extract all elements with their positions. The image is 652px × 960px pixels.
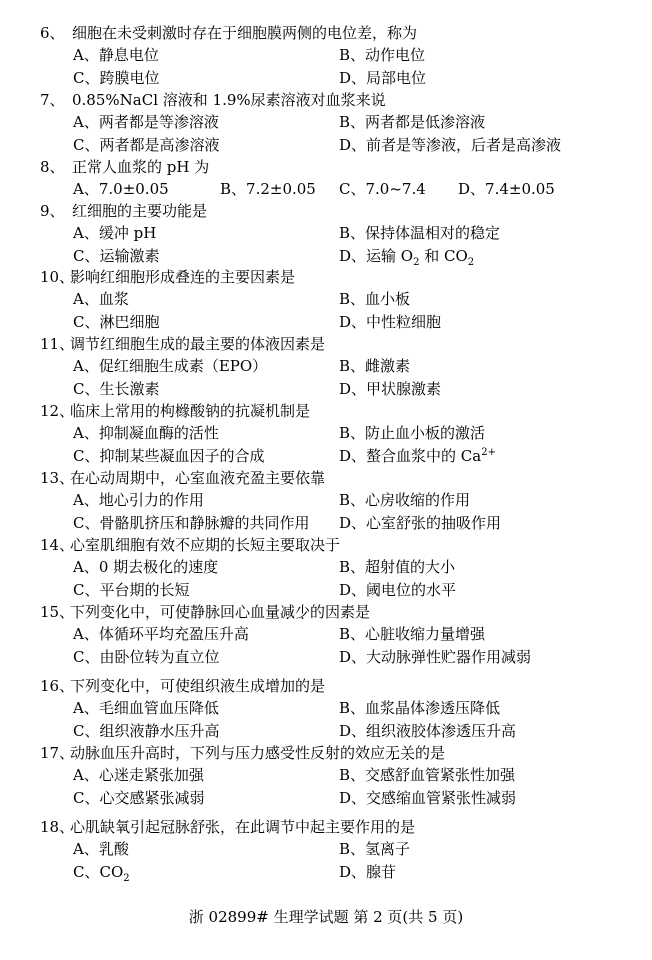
option-d: D、螯合血浆中的 $Ca^{2+}$ xyxy=(339,446,496,465)
option-a: A、缓冲 pH xyxy=(73,224,157,243)
question-stem: 心肌缺氧引起冠脉舒张，在此调节中起主要作用的是 xyxy=(70,818,416,836)
option-d: D、组织液胶体渗透压升高 xyxy=(339,721,517,740)
option-d: D、甲状腺激素 xyxy=(339,379,442,398)
question-7 xyxy=(0,89,652,156)
option-b: B、动作电位 xyxy=(339,46,426,65)
question-stem: 调节红细胞生成的最主要的体液因素是 xyxy=(70,335,326,353)
option-d: D、局部电位 xyxy=(339,68,427,87)
question-stem: 影响红细胞形成叠连的主要因素是 xyxy=(70,268,296,286)
question-stem: 下列变化中，可使静脉回心血量减少的因素是 xyxy=(70,603,371,621)
question-number: 18、 xyxy=(40,818,75,836)
option-c: C、抑制某些凝血因子的合成 xyxy=(73,446,265,465)
question-10 xyxy=(0,266,652,333)
emphasis-dot: 关 xyxy=(400,744,416,762)
option-b: B、心房收缩的作用 xyxy=(339,491,471,510)
option-d: D、心室舒张的抽吸作用 xyxy=(339,513,502,532)
option-b: B、氢离子 xyxy=(339,840,411,859)
option-b: B、两者都是低渗溶液 xyxy=(339,113,486,132)
option-b: B、血小板 xyxy=(339,290,411,309)
option-d: D、腺苷 xyxy=(339,862,397,881)
option-a: A、心迷走紧张加强 xyxy=(73,766,204,785)
option-b: B、超射值的大小 xyxy=(339,558,456,577)
question-number: 8、 xyxy=(40,158,65,176)
question-number: 13、 xyxy=(40,469,75,487)
option-d: D、运输 $O_2$ 和 $CO_2$ xyxy=(339,246,475,268)
option-c: C、两者都是高渗溶液 xyxy=(73,135,220,154)
emphasis-dot: 无 xyxy=(385,744,401,762)
option-a: A、抑制凝血酶的活性 xyxy=(73,424,219,443)
emphasis-dot: 减 xyxy=(280,603,296,621)
question-number: 17、 xyxy=(40,744,75,762)
question-stem: 细胞在未受刺激时存在于细胞膜两侧的电位差，称为 xyxy=(72,24,418,42)
option-b: B、保持体温相对的稳定 xyxy=(339,224,501,243)
option-c: C、平台期的长短 xyxy=(73,580,190,599)
question-number: 16、 xyxy=(40,677,75,695)
option-d: D、阈电位的水平 xyxy=(339,580,457,599)
question-stem: 正常人血浆的 pH 为 xyxy=(72,158,210,176)
question-stem: 0.85%NaCl 溶液和 1.9%尿素溶液对血浆来说 xyxy=(72,91,386,109)
question-14 xyxy=(0,534,652,601)
question-stem: 在心动周期中，心室血液充盈主要依靠 xyxy=(70,469,326,487)
option-c: C、运输激素 xyxy=(73,246,160,265)
option-d: D、前者是等渗液，后者是高渗液 xyxy=(339,135,562,154)
option-a: A、7.0±0.05 xyxy=(73,180,169,199)
question-number: 10、 xyxy=(40,268,75,286)
question-number: 6、 xyxy=(40,24,65,42)
question-number: 15、 xyxy=(40,603,75,621)
option-d: D、7.4±0.05 xyxy=(458,180,555,199)
option-b: B、血浆晶体渗透压降低 xyxy=(339,699,501,718)
option-d: D、大动脉弹性贮器作用减弱 xyxy=(339,647,532,666)
option-d: D、中性粒细胞 xyxy=(339,312,442,331)
option-c: C、$CO_2$ xyxy=(73,862,130,884)
option-c: C、7.0~7.4 xyxy=(339,180,426,199)
option-b: B、7.2±0.05 xyxy=(220,180,316,199)
question-number: 12、 xyxy=(40,402,75,420)
option-a: A、地心引力的作用 xyxy=(73,491,204,510)
option-c: C、骨骼肌挤压和静脉瓣的共同作用 xyxy=(73,513,310,532)
question-number: 14、 xyxy=(40,536,75,554)
question-stem: 心室肌细胞有效不应期的长短主要取决于 xyxy=(70,536,341,554)
option-b: B、防止血小板的激活 xyxy=(339,424,486,443)
option-b: B、雌激素 xyxy=(339,357,411,376)
question-18 xyxy=(0,816,652,883)
question-stem: 动脉血压升高时，下列与压力感受性反射的效应无关的是 xyxy=(70,744,446,762)
option-c: C、跨膜电位 xyxy=(73,68,160,87)
option-a: A、0 期去极化的速度 xyxy=(73,558,219,577)
question-stem: 下列变化中，可使组织液生成增加的是 xyxy=(70,677,326,695)
question-stem: 临床上常用的枸橼酸钠的抗凝机制是 xyxy=(70,402,311,420)
option-a: A、毛细血管血压降低 xyxy=(73,699,219,718)
option-c: C、生长激素 xyxy=(73,379,160,398)
option-b: B、心脏收缩力量增强 xyxy=(339,625,486,644)
question-8 xyxy=(0,156,652,201)
question-6 xyxy=(0,22,652,89)
option-d: D、交感缩血管紧张性减弱 xyxy=(339,788,517,807)
option-b: B、交感舒血管紧张性加强 xyxy=(339,766,516,785)
question-number: 9、 xyxy=(40,202,65,220)
question-number: 7、 xyxy=(40,91,65,109)
question-15 xyxy=(0,601,652,668)
option-a: A、两者都是等渗溶液 xyxy=(73,113,219,132)
page-footer: 浙 02899# 生理学试题 第 2 页(共 5 页) xyxy=(188,908,464,926)
option-a: A、体循环平均充盈压升高 xyxy=(73,625,249,644)
question-12 xyxy=(0,400,652,467)
option-c: C、淋巴细胞 xyxy=(73,312,160,331)
option-c: C、心交感紧张减弱 xyxy=(73,788,205,807)
question-16 xyxy=(0,675,652,742)
question-9 xyxy=(0,200,652,267)
question-11 xyxy=(0,333,652,400)
question-stem: 红细胞的主要功能是 xyxy=(72,202,208,220)
question-17 xyxy=(0,742,652,809)
option-a: A、静息电位 xyxy=(73,46,159,65)
question-13 xyxy=(0,467,652,534)
option-c: C、组织液静水压升高 xyxy=(73,721,220,740)
question-number: 11、 xyxy=(40,335,75,353)
option-a: A、乳酸 xyxy=(73,840,129,859)
option-c: C、由卧位转为直立位 xyxy=(73,647,220,666)
option-a: A、促红细胞生成素（EPO） xyxy=(73,357,268,376)
emphasis-dot: 少 xyxy=(295,603,311,621)
option-a: A、血浆 xyxy=(73,290,129,309)
